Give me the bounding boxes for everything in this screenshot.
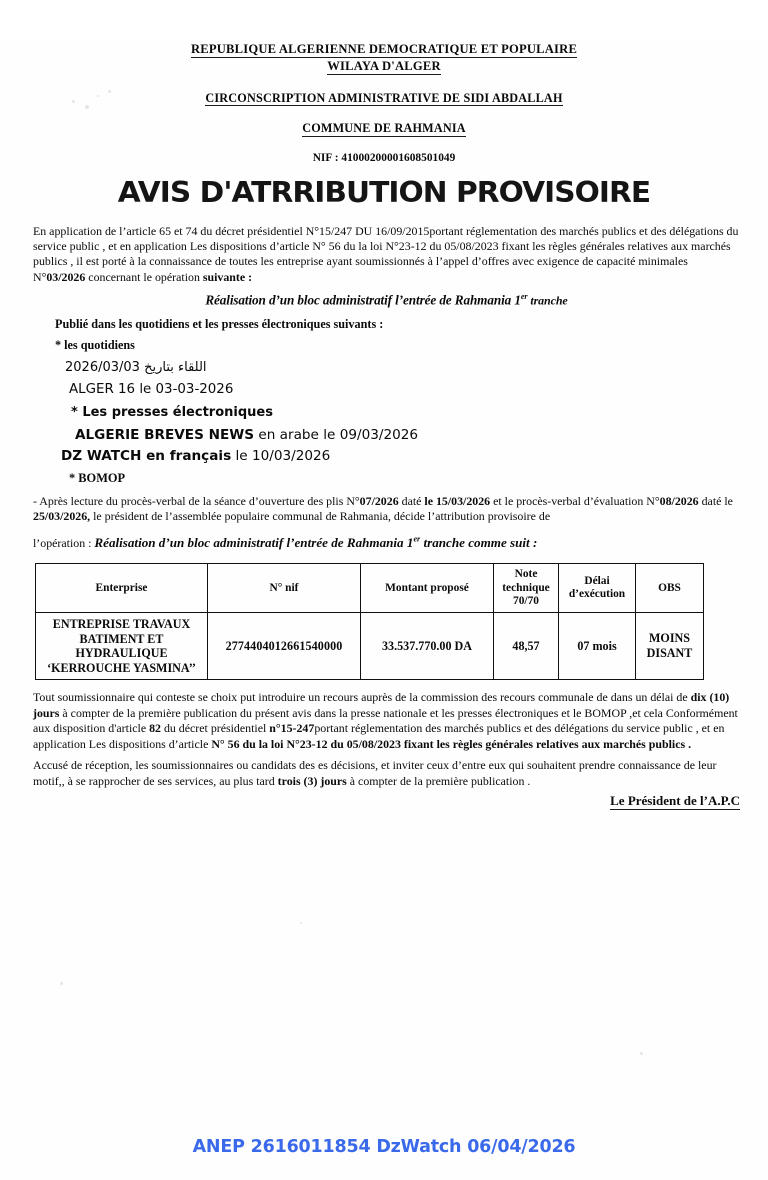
intro-tail-bold: suivante : xyxy=(202,269,253,284)
intro-tail: concernant le opération xyxy=(85,269,203,284)
enterprise-line-3: HYDRAULIQUE xyxy=(75,646,168,661)
page-title: AVIS D'ATRRIBUTION PROVISOIRE xyxy=(117,175,651,209)
project-title-suffix: tranche xyxy=(527,293,568,308)
anep-footer xyxy=(0,1137,768,1157)
project-title xyxy=(33,292,740,308)
bomop-label: * BOMOP xyxy=(69,470,126,485)
col-header-delai-line-2: d’exécution xyxy=(568,588,626,601)
header-nif: NIF : 41000200001608501049 xyxy=(312,151,456,164)
header-wilaya xyxy=(0,59,768,75)
appeal-article: 82 xyxy=(149,721,161,736)
minutes-part1: - Après lecture du procès-verbal de la séance d’ouverture des plis N° xyxy=(33,493,360,508)
operation-project-text: Réalisation d’un bloc administratif l’entrée de Rahmania 1 xyxy=(94,534,414,550)
table-row xyxy=(36,613,704,680)
col-header-note-line-2: technique xyxy=(502,581,550,594)
appeal-part1: Tout soumissionnaire qui conteste se choix put introduire un recours auprès de la commission des recours communale de dans un délai de xyxy=(33,690,691,705)
scan-speck xyxy=(60,982,63,985)
appeal-part2: à compter de la première publication du présent avis dans la presse nationale et les presses électroniques et le BOMOP ,et cela Conformément aux disposition d'article xyxy=(33,705,738,736)
obs-line-2: DISANT xyxy=(646,646,693,661)
appeal-part4: portant réglementation des marchés publics et des délégations du service public , et en application Les dispositions d’article xyxy=(33,721,725,751)
signature-block xyxy=(33,793,740,809)
receipt-part1: Accusé de réception, les soumissionnaires ou candidats des es décisions, et inviter ceux d’entre eux qui souhaitent prendre connaissance de leur motif,, à se rapprocher de ses services, au plus tard xyxy=(33,758,717,788)
pv-open-number: 07/2026 xyxy=(359,493,399,508)
header-circonscription-text: CIRCONSCRIPTION ADMINISTRATIVE DE SIDI ABDALLAH xyxy=(205,90,563,105)
cell-enterprise xyxy=(36,613,208,680)
table-header-row xyxy=(36,564,704,613)
document-page xyxy=(0,42,768,1180)
cell-amount: 33.537.770.00 DA xyxy=(361,613,494,680)
col-header-note-line-3: 70/70 xyxy=(513,594,539,607)
receipt-part2: à compter de la première publication . xyxy=(346,773,531,788)
appeal-delay: dix (10) jours xyxy=(33,690,730,720)
col-header-note-line-1: Note xyxy=(514,568,538,581)
published-in-label: Publié dans les quotidiens et les presses électroniques suivants : xyxy=(55,316,384,331)
arabic-daily-entry: اللقاء بتاريخ 2026/03/03 xyxy=(65,359,207,375)
col-header-obs: OBS xyxy=(636,564,704,613)
award-table xyxy=(35,563,704,680)
enterprise-line-2: BATIMENT ET xyxy=(79,631,164,646)
cell-technical-note: 48,57 xyxy=(494,613,559,680)
intro-paragraph-text: En application de l’article 65 et 74 du décret présidentiel N°15/247 DU 16/09/2015portant réglementation des marchés publics et des délégations du service public , et en application Les dispositions d’article N° 56 du la loi N°23-12 du 05/08/2023 fixant les règles générales relatives aux marchés publics , il est porté à la connaissance de toutes les entreprise ayant soumissionnés à l’appel d’offres avec exigence de capacité minimales N° xyxy=(33,223,739,284)
project-title-main: Réalisation d’un bloc administratif l’entrée de Rahmania 1 xyxy=(205,292,521,308)
dailies-label: * les quotidiens xyxy=(55,337,135,352)
operation-project-sup: er xyxy=(413,534,421,544)
epress-entry-1 xyxy=(75,427,740,443)
epress-entry-2-rest: le 10/03/2026 xyxy=(231,447,331,464)
pv-eval-date: 25/03/2026, xyxy=(33,509,91,524)
appeal-decree: n°15-247 xyxy=(269,721,315,736)
minutes-part2: daté xyxy=(398,493,425,508)
obs-line-1: MOINS xyxy=(649,631,690,646)
header-commune xyxy=(0,121,768,136)
minutes-part4: daté le xyxy=(698,493,733,508)
epress-entry-1-rest: en arabe le 09/03/2026 xyxy=(254,426,419,443)
col-header-nif: N° nif xyxy=(208,564,361,613)
minutes-part5: le président de l’assemblée populaire communal de Rahmania, décide l’attribution provisoire de xyxy=(90,509,551,524)
operation-project-suffix: tranche comme suit : xyxy=(420,534,538,550)
scan-speck xyxy=(300,922,302,924)
enterprise-line-4: ‘KERROUCHE YASMINA’’ xyxy=(47,660,196,675)
epress-entry-1-name: ALGERIE BREVES NEWS xyxy=(75,426,255,443)
scan-speck xyxy=(640,1052,643,1055)
header-commune-text: COMMUNE DE RAHMANIA xyxy=(302,121,466,136)
alger16-daily-entry: ALGER 16 le 03-03-2026 xyxy=(69,381,234,397)
header-wilaya-text: WILAYA D'ALGER xyxy=(327,58,441,73)
epress-label: * Les presses électroniques xyxy=(71,404,273,420)
minutes-part3: et le procès-verbal d’évaluation N° xyxy=(490,493,660,508)
cell-nif: 2774404012661540000 xyxy=(208,613,361,680)
operation-prefix: l’opération : xyxy=(33,535,95,550)
header-circonscription xyxy=(0,91,768,106)
col-header-enterprise: Enterprise xyxy=(36,564,208,613)
col-header-delai-line-1: Délai xyxy=(584,574,610,587)
anep-footer-text: ANEP 2616011854 DzWatch 06/04/2026 xyxy=(192,1137,576,1157)
enterprise-line-1: ENTREPRISE TRAVAUX xyxy=(52,617,191,632)
cell-delay: 07 mois xyxy=(559,613,636,680)
intro-paragraph xyxy=(33,224,740,286)
header-republic xyxy=(0,42,768,58)
header-republic-text: REPUBLIQUE ALGERIENNE DEMOCRATIQUE ET POPULAIRE xyxy=(190,42,578,56)
epress-entry-2-name: DZ WATCH en français xyxy=(61,447,232,464)
receipt-days: trois (3) jours xyxy=(277,773,347,788)
operation-project xyxy=(94,535,537,550)
col-header-montant: Montant proposé xyxy=(361,564,494,613)
signature-text: Le Président de l’A.P.C xyxy=(610,792,740,808)
appeal-law-2: du 05/08/2023 fixant les règles générales relatives aux marchés publics . xyxy=(330,736,692,751)
project-title-sup: er xyxy=(520,292,528,302)
minutes-paragraph xyxy=(33,494,740,525)
cell-obs xyxy=(636,613,704,680)
appeal-law-1: N° 56 du la loi N°23-12 xyxy=(211,736,328,751)
operation-line xyxy=(33,534,740,551)
appeal-paragraph xyxy=(33,690,740,752)
epress-entry-2 xyxy=(61,448,740,464)
col-header-delai xyxy=(559,564,636,613)
tender-number: 03/2026 xyxy=(46,269,86,284)
pv-eval-number: 08/2026 xyxy=(659,493,699,508)
col-header-note-technique xyxy=(494,564,559,613)
pv-open-date: le 15/03/2026 xyxy=(424,493,491,508)
document-body xyxy=(33,224,740,809)
appeal-part3: du décret présidentiel xyxy=(160,721,270,736)
receipt-paragraph xyxy=(33,758,740,789)
